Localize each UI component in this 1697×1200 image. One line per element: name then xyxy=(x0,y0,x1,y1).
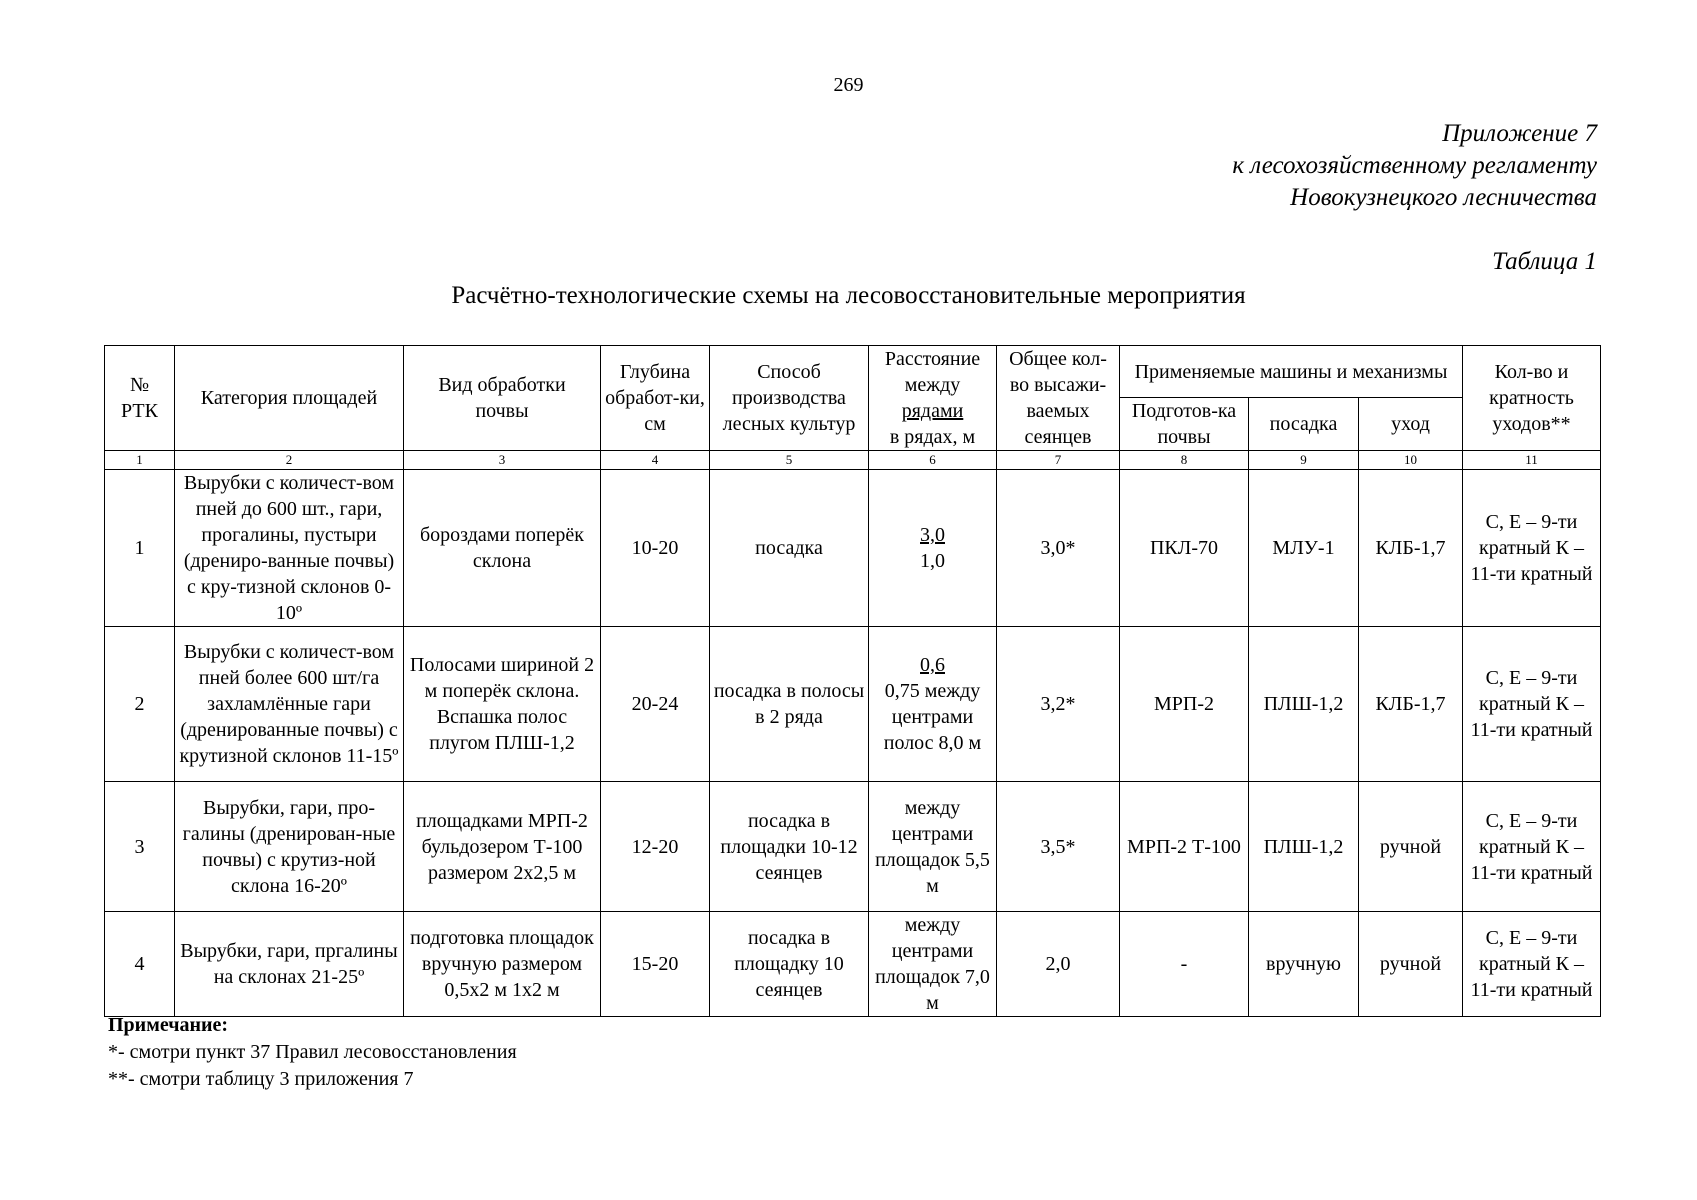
column-number: 6 xyxy=(869,451,997,470)
technology-schemes-table xyxy=(104,345,1601,1017)
appendix-heading xyxy=(1232,118,1597,214)
cell-distance: между центрами площадок 7,0 м xyxy=(869,912,997,1017)
cell-care: ручной xyxy=(1359,782,1463,912)
cell-total: 2,0 xyxy=(997,912,1120,1017)
cell-category: Вырубки, гари, про-галины (дренирован-ные почвы) с крутиз-ной склона 16-20º xyxy=(175,782,404,912)
appendix-line-1: Приложение 7 xyxy=(1442,120,1597,147)
header-prep: Подготов-ка почвы xyxy=(1120,398,1249,451)
notes-title: Примечание: xyxy=(108,1014,229,1036)
cell-num: 3 xyxy=(105,782,175,912)
column-number: 3 xyxy=(404,451,601,470)
cell-category: Вырубки, гари, пргалины на склонах 21-25º xyxy=(175,912,404,1017)
cell-count: С, Е – 9-ти кратный К – 11-ти кратный xyxy=(1463,782,1601,912)
cell-depth: 10-20 xyxy=(601,470,710,627)
cell-prep: МРП-2 Т-100 xyxy=(1120,782,1249,912)
header-num-b: РТК xyxy=(121,400,158,422)
cell-total: 3,0* xyxy=(997,470,1120,627)
column-number: 7 xyxy=(997,451,1120,470)
cell-care: КЛБ-1,7 xyxy=(1359,627,1463,782)
cell-treatment: бороздами поперёк склона xyxy=(404,470,601,627)
cell-planting: ПЛШ-1,2 xyxy=(1249,627,1359,782)
cell-treatment: площадками МРП-2 бульдозером Т-100 размером 2х2,5 м xyxy=(404,782,601,912)
distance-rows-value: 3,0 xyxy=(920,524,945,546)
cell-num: 4 xyxy=(105,912,175,1017)
header-distance-c: в рядах, м xyxy=(889,426,976,448)
cell-planting: вручную xyxy=(1249,912,1359,1017)
cell-prep: МРП-2 xyxy=(1120,627,1249,782)
cell-care: ручной xyxy=(1359,912,1463,1017)
header-treatment-b: почвы xyxy=(475,400,529,422)
cell-method: посадка в полосы в 2 ряда xyxy=(710,627,869,782)
header-num xyxy=(105,346,175,451)
header-distance-a: Расстояние между xyxy=(884,348,981,396)
column-number: 9 xyxy=(1249,451,1359,470)
cell-count: С, Е – 9-ти кратный К – 11-ти кратный xyxy=(1463,470,1601,627)
header-distance-b: рядами xyxy=(901,400,964,422)
header-num-a: № xyxy=(129,374,150,396)
table-row xyxy=(105,782,1601,912)
cell-num: 1 xyxy=(105,470,175,627)
header-depth: Глубина обработ-ки, см xyxy=(601,346,710,451)
cell-prep: ПКЛ-70 xyxy=(1120,470,1249,627)
cell-count: С, Е – 9-ти кратный К – 11-ти кратный xyxy=(1463,627,1601,782)
distance-rest-value: 1,0 xyxy=(920,550,945,572)
cell-method: посадка в площадки 10-12 сеянцев xyxy=(710,782,869,912)
column-number: 11 xyxy=(1463,451,1601,470)
cell-category: Вырубки с количест-вом пней более 600 шт/га захламлённые гари (дренированные почвы) с крутизной склонов 11-15º xyxy=(175,627,404,782)
appendix-line-2: к лесохозяйственному регламенту xyxy=(1232,152,1597,179)
cell-count: С, Е – 9-ти кратный К – 11-ти кратный xyxy=(1463,912,1601,1017)
column-number: 10 xyxy=(1359,451,1463,470)
page-number: 269 xyxy=(833,74,864,96)
header-care: уход xyxy=(1359,398,1463,451)
cell-planting: МЛУ-1 xyxy=(1249,470,1359,627)
column-number: 5 xyxy=(710,451,869,470)
note-line-1: *- смотри пункт 37 Правил лесовосстановления xyxy=(108,1041,517,1063)
header-planting: посадка xyxy=(1249,398,1359,451)
header-count: Кол-во и кратность уходов** xyxy=(1463,346,1601,451)
cell-depth: 12-20 xyxy=(601,782,710,912)
cell-depth: 15-20 xyxy=(601,912,710,1017)
cell-total: 3,5* xyxy=(997,782,1120,912)
table-row xyxy=(105,470,1601,627)
cell-method: посадка в площадку 10 сеянцев xyxy=(710,912,869,1017)
cell-distance xyxy=(869,470,997,627)
cell-num: 2 xyxy=(105,627,175,782)
column-number: 2 xyxy=(175,451,404,470)
cell-treatment: Полосами шириной 2 м поперёк склона. Вспашка полос плугом ПЛШ-1,2 xyxy=(404,627,601,782)
cell-treatment: подготовка площадок вручную размером 0,5х2 м 1х2 м xyxy=(404,912,601,1017)
cell-planting: ПЛШ-1,2 xyxy=(1249,782,1359,912)
cell-total: 3,2* xyxy=(997,627,1120,782)
note-line-2: **- смотри таблицу 3 приложения 7 xyxy=(108,1068,414,1090)
header-treatment-a: Вид обработки xyxy=(438,374,566,396)
column-number: 4 xyxy=(601,451,710,470)
header-total: Общее кол-во высажи-ваемых сеянцев xyxy=(997,346,1120,451)
column-number: 1 xyxy=(105,451,175,470)
distance-rest-value: 0,75 между центрами полос 8,0 м xyxy=(883,680,982,754)
cell-category: Вырубки с количест-вом пней до 600 шт., гари, прогалины, пустыри (дрениро-ванные почвы) с кру-тизной склонов 0-10º xyxy=(175,470,404,627)
cell-distance xyxy=(869,627,997,782)
header-distance xyxy=(869,346,997,451)
header-method: Способ производства лесных культур xyxy=(710,346,869,451)
table-label: Таблица 1 xyxy=(1492,248,1597,275)
header-machines: Применяемые машины и механизмы xyxy=(1120,346,1463,398)
notes-section xyxy=(108,1012,517,1093)
table-row xyxy=(105,627,1601,782)
column-number: 8 xyxy=(1120,451,1249,470)
appendix-line-3: Новокузнецкого лесничества xyxy=(1290,184,1597,211)
cell-care: КЛБ-1,7 xyxy=(1359,470,1463,627)
distance-rows-value: 0,6 xyxy=(920,654,945,676)
cell-depth: 20-24 xyxy=(601,627,710,782)
cell-method: посадка xyxy=(710,470,869,627)
cell-distance: между центрами площадок 5,5 м xyxy=(869,782,997,912)
cell-prep: - xyxy=(1120,912,1249,1017)
table-title: Расчётно-технологические схемы на лесовосстановительные мероприятия xyxy=(451,282,1246,309)
header-category: Категория площадей xyxy=(175,346,404,451)
header-treatment xyxy=(404,346,601,451)
table-row xyxy=(105,912,1601,1017)
